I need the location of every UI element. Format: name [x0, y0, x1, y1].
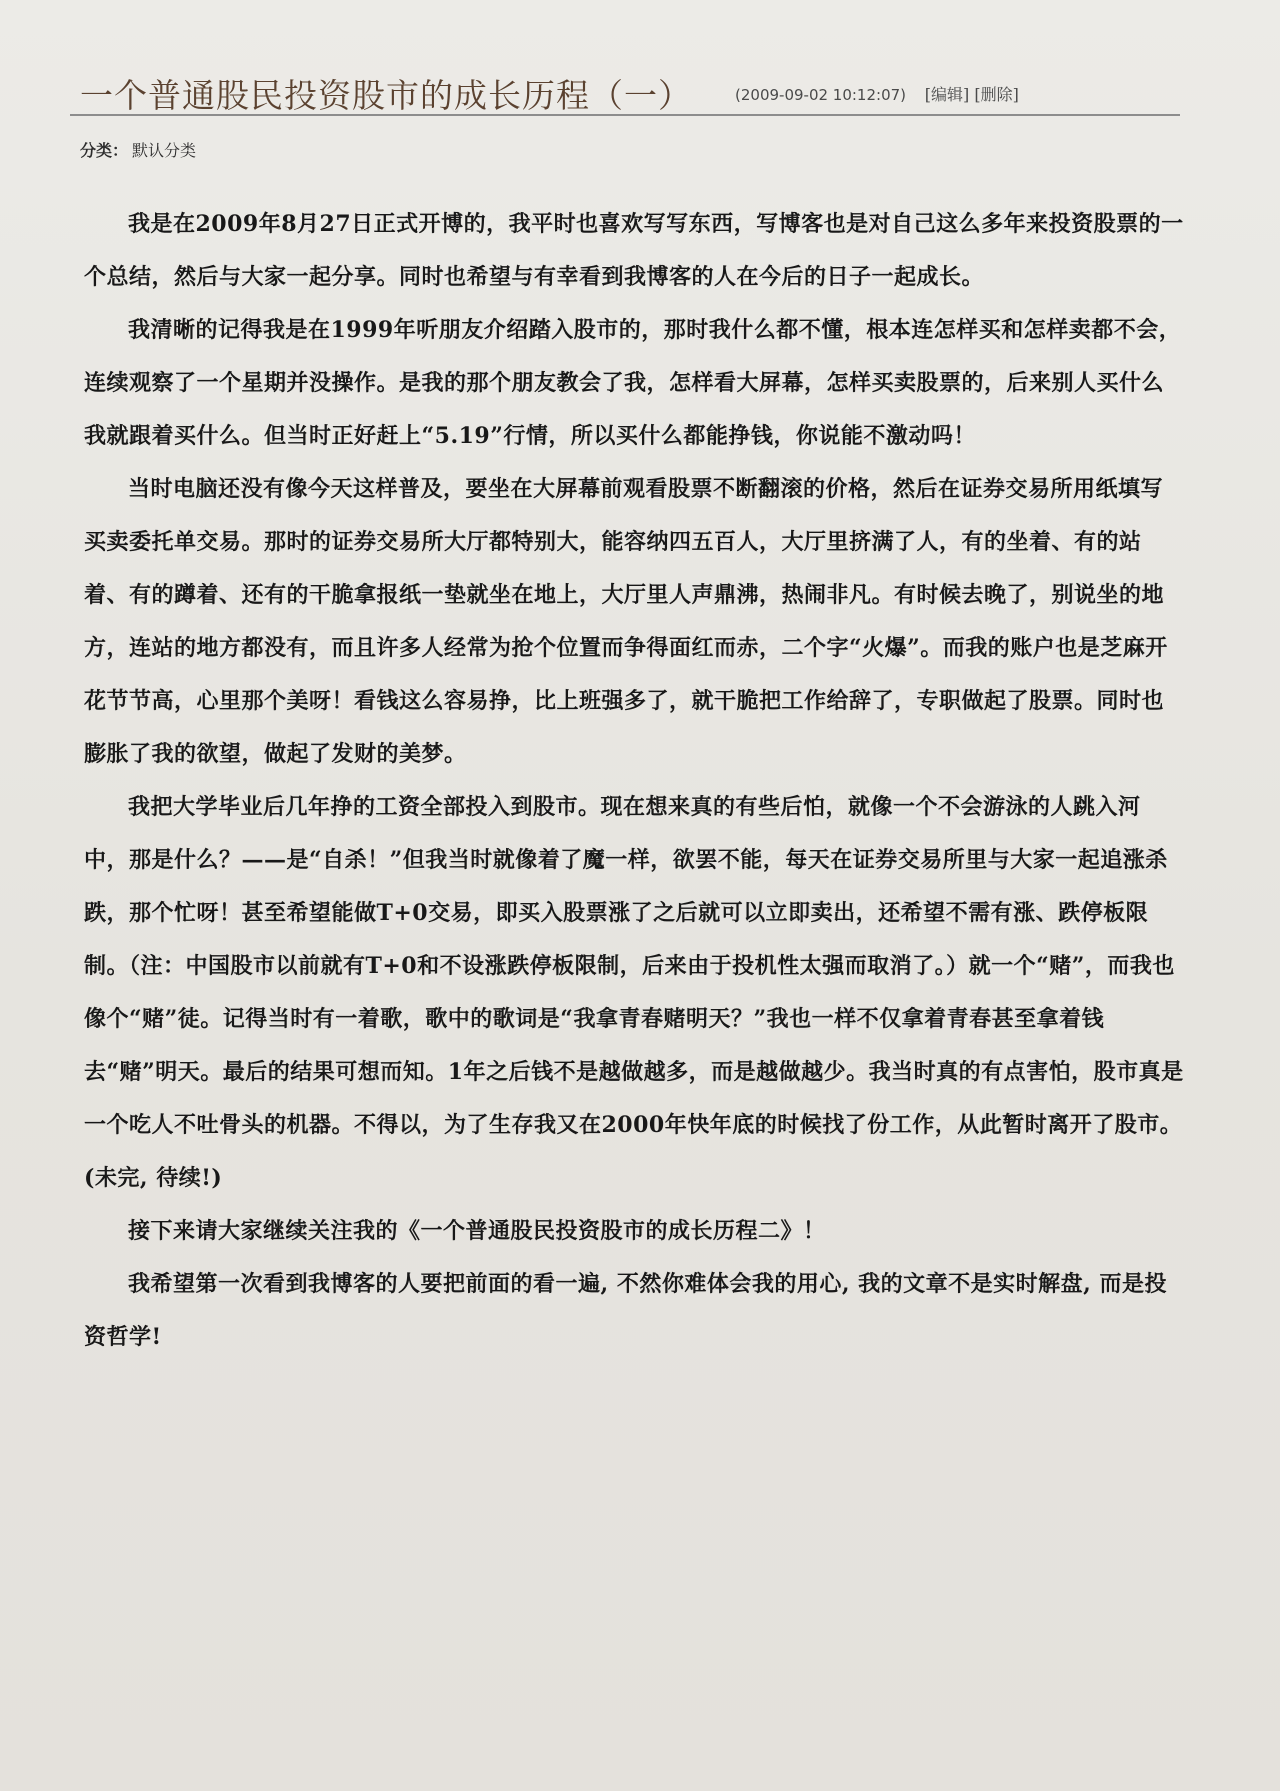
- paragraph: 我是在2009年8月27日正式开博的，我平时也喜欢写写东西，写博客也是对自己这么多年来投资股票的一个总结，然后与大家一起分享。同时也希望与有幸看到我博客的人在今后的日子一起成长。: [84, 211, 1184, 290]
- category-value: 默认分类: [132, 141, 197, 160]
- post-category: [80, 138, 196, 161]
- category-label: 分类：: [80, 141, 129, 160]
- paragraph: 我清晰的记得我是在1999年听朋友介绍踏入股市的，那时我什么都不懂，根本连怎样买和怎样卖都不会，连续观察了一个星期并没操作。是我的那个朋友教会了我，怎样看大屏幕，怎样买卖股票的，后来别人买什么我就跟着买什么。但当时正好赶上“5.19”行情，所以买什么都能挣钱，你说能不激动吗！: [84, 317, 1182, 449]
- delete-link[interactable]: [删除]: [974, 85, 1019, 104]
- paragraph: 我希望第一次看到我博客的人要把前面的看一遍, 不然你难体会我的用心, 我的文章不是实时解盘, 而是投资哲学!: [84, 1271, 1167, 1350]
- paragraph: 当时电脑还没有像今天这样普及，要坐在大屏幕前观看股票不断翻滚的价格，然后在证券交易所用纸填写买卖委托单交易。那时的证券交易所大厅都特别大，能容纳四五百人，大厅里挤满了人，有的坐着、有的站着、有的蹲着、还有的干脆拿报纸一垫就坐在地上，大厅里人声鼎沸，热闹非凡。有时候去晚了，别说坐的地方，连站的地方都没有，而且许多人经常为抢个位置而争得面红而赤，二个字“火爆”。而我的账户也是芝麻开花节节高，心里那个美呀！看钱这么容易挣，比上班强多了，就干脆把工作给辞了，专职做起了股票。同时也膨胀了我的欲望，做起了发财的美梦。: [84, 476, 1168, 767]
- post-timestamp: (2009-09-02 10:12:07): [735, 86, 907, 104]
- paragraph: 我把大学毕业后几年挣的工资全部投入到股市。现在想来真的有些后怕，就像一个不会游泳的人跳入河中，那是什么？——是“自杀！”但我当时就像着了魔一样，欲罢不能，每天在证券交易所里与大家一起追涨杀跌，那个忙呀！甚至希望能做T+0交易，即买入股票涨了之后就可以立即卖出，还希望不需有涨、跌停板限制。（注：中国股市以前就有T+0和不设涨跌停板限制，后来由于投机性太强而取消了。）就一个“赌”，而我也像个“赌”徒。记得当时有一着歌，歌中的歌词是“我拿青春赌明天？”我也一样不仅拿着青春甚至拿着钱去“赌”明天。最后的结果可想而知。1年之后钱不是越做越多，而是越做越少。我当时真的有点害怕，股市真是一个吃人不吐骨头的机器。不得以，为了生存我又在2000年快年底的时候找了份工作，从此暂时离开了股市。(未完, 待续!): [84, 794, 1184, 1191]
- post-meta: [735, 82, 1019, 105]
- post-actions: [925, 85, 1019, 104]
- post-title: 一个普通股民投资股市的成长历程（一）: [80, 76, 692, 115]
- edit-link[interactable]: [编辑]: [924, 85, 970, 104]
- post-header: [70, 62, 1180, 116]
- paragraph: 接下来请大家继续关注我的《一个普通股民投资股市的成长历程二》！: [128, 1218, 826, 1244]
- post-body: [84, 198, 1184, 1364]
